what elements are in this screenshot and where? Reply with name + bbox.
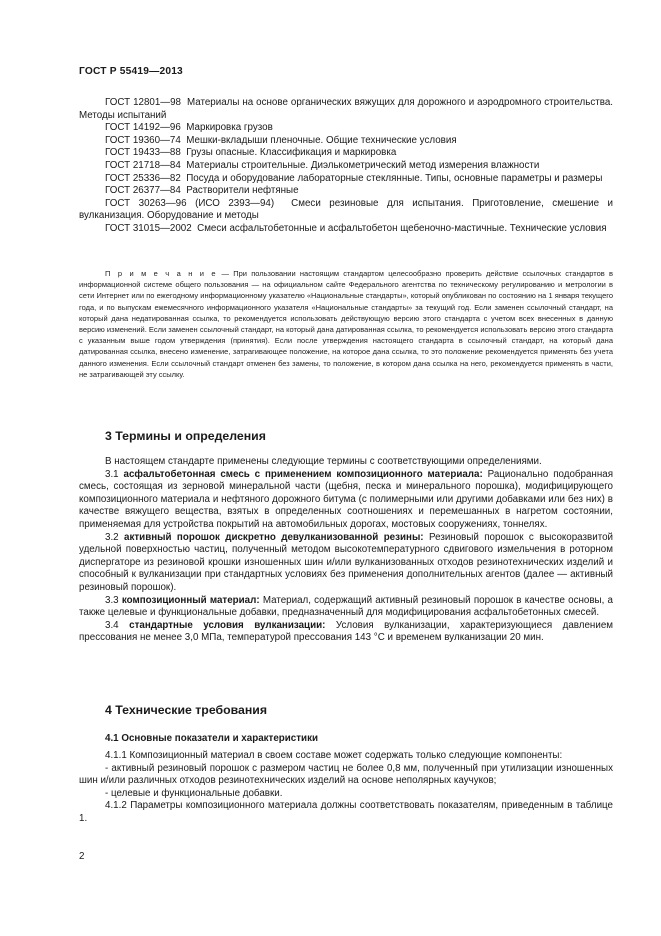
section-4-title: 4 Технические требования <box>105 703 267 717</box>
reference-text: Маркировка грузов <box>186 122 273 134</box>
reference-code: ГОСТ 26377—84 <box>105 185 181 197</box>
reference-text: Материалы на основе органических вяжущих для дорожного и аэродромного строительства. Методы испытаний <box>79 97 613 121</box>
reference-item <box>79 97 613 122</box>
term-3-1: 3.1 асфальтобетонная смесь с применением композиционного материала: Рационально подобранная смесь, состоящая из зерновой минеральной части (щебня, песка и минерального порошка), модифицирующего композиционного материала и нефтяного дорожного битума (с полимерными или другими добавками или без них) в качестве вяжущего вещества, взятых в определенных соотношениях и перемешанных в нагретом состоянии, применяемая для устройства покрытий на автомобильных дорогах, мостовых сооружениях, тоннелях. <box>79 468 613 530</box>
paragraph-4-1-1: 4.1.1 Композиционный материал в своем составе может содержать только следующие компоненты: <box>105 750 563 761</box>
reference-item <box>79 173 613 186</box>
subsection-4-1-title: 4.1 Основные показатели и характеристики <box>105 733 318 744</box>
reference-item <box>79 122 613 135</box>
note-block <box>79 268 613 380</box>
reference-item <box>79 223 613 236</box>
section-4-body <box>79 750 613 826</box>
reference-text: Посуда и оборудование лабораторные стеклянные. Типы, основные параметры и размеры <box>186 172 603 184</box>
reference-code: ГОСТ 31015—2002 <box>105 222 192 234</box>
reference-text: Грузы опасные. Классификация и маркировка <box>186 147 397 159</box>
term-name: композиционный материал: <box>121 594 260 606</box>
section-3-intro: В настоящем стандарте применены следующие термины с соответствующими определениями. <box>105 456 542 467</box>
section-4 <box>79 703 613 717</box>
section-3-title: 3 Термины и определения <box>105 429 266 443</box>
reference-text: Мешки-вкладыши пленочные. Общие технические условия <box>186 134 457 146</box>
reference-text: Материалы строительные. Диэлькометрический метод измерения влажности <box>186 159 540 171</box>
term-definition: Резиновый порошок с высокоразвитой удельной поверхностью частиц, полученный методом высокотемпературного сдвигового измельчения в роторном диспергаторе из резиновой крошки изношенных шин и/или вулканизованных отходов резинотехнических изделий и способный к вулканизации при стандартных условиях без применения дополнительных агентов (далее — активный резиновый порошок). <box>79 531 613 593</box>
reference-item <box>79 198 613 223</box>
section-3-body <box>79 456 613 645</box>
reference-code: ГОСТ 19433—88 <box>105 147 181 159</box>
section-3 <box>79 429 613 443</box>
note-text: — При пользовании настоящим стандартом целесообразно проверить действие ссылочных стандартов в информационной системе общего пользования — на официальном сайте Федерального агентства по техническому регулированию и метрологии в сети Интернет или по ежегодному информационному указателю «Национальные стандарты», который опубликован по состоянию на 1 января текущего года, и по выпускам ежемесячного информационного указателя «Национальные стандарты» за текущий год. Если заменен ссылочный стандарт, на который дана недатированная ссылка, то рекомендуется использовать действующую версию этого стандарта с учетом всех внесенных в данную версию изменений. Если заменен ссылочный стандарт, на который дана датированная ссылка, то рекомендуется использовать версию этого стандарта с указанным выше годом утверждения (принятия). Если после утверждения настоящего стандарта в ссылочный стандарт, на который дана датированная ссылка, внесено изменение, затрагивающее положение, на которое дана ссылка, то это положение рекомендуется применять без учета данного изменения. Если ссылочный стандарт отменен без замены, то положение, в котором дана ссылка на него, рекомендуется применять в части, не затрагивающей эту ссылку. <box>79 269 613 379</box>
reference-code: ГОСТ 21718—84 <box>105 159 181 171</box>
term-name: асфальтобетонная смесь с применением композиционного материала: <box>123 468 483 480</box>
reference-item <box>79 160 613 173</box>
reference-code: ГОСТ 14192—96 <box>105 122 181 134</box>
term-definition: Условия вулканизации, характеризующиеся давлением прессования не менее 3,0 МПа, температурой прессования 143 °С и временем вулканизации 20 мин. <box>79 619 613 644</box>
reference-text: Смеси резиновые для испытания. Приготовление, смешение и вулканизация. Оборудование и методы <box>79 197 614 222</box>
bullet-item: - активный резиновый порошок с размером частиц не более 0,8 мм, полученный при утилизации изношенных шин и/или различных отходов резинотехнических изделий на основе неполярных каучуков; <box>79 762 613 787</box>
term-3-3: 3.3 композиционный материал: Материал, содержащий активный резиновый порошок в качестве основы, а также целевые и функциональные добавки, предназначенный для модифицирования асфальтобетонных смесей. <box>79 594 613 619</box>
term-name: активный порошок дискретно девулканизованной резины: <box>124 531 424 543</box>
reference-text: Растворители нефтяные <box>186 185 299 197</box>
reference-code: ГОСТ 25336—82 <box>105 172 181 184</box>
document-header: ГОСТ Р 55419—2013 <box>79 66 183 77</box>
page-number: 2 <box>79 851 85 862</box>
reference-item <box>79 147 613 160</box>
references-list <box>79 97 613 236</box>
paragraph-4-1-2: 4.1.2 Параметры композиционного материала должны соответствовать показателям, приведенным в таблице 1. <box>79 800 613 824</box>
reference-item <box>79 185 613 198</box>
reference-text: Смеси асфальтобетонные и асфальтобетон щебеночно-мастичные. Технические условия <box>197 222 607 234</box>
term-name: стандартные условия вулканизации: <box>129 619 326 631</box>
bullet-item: - целевые и функциональные добавки. <box>105 787 283 799</box>
term-definition: Рационально подобранная смесь, состоящая из зерновой минеральной части (щебня, песка и минерального порошка), модифицирующего композиционного материала и нефтяного дорожного битума (с полимерными или другими добавками или без них) в качестве вяжущего вещества, взятых в определенных соотношениях и перемешанных в нагретом состоянии, применяемая для устройства покрытий на автомобильных дорогах, мостовых сооружениях, тоннелях. <box>79 468 613 530</box>
note-label: П р и м е ч а н и е <box>105 269 218 278</box>
reference-code: ГОСТ 12801—98 <box>105 97 182 108</box>
term-3-4: 3.4 стандартные условия вулканизации: Условия вулканизации, характеризующиеся давлением прессования не менее 3,0 МПа, температурой прессования 143 °С и временем вулканизации 20 мин. <box>79 619 613 644</box>
reference-item <box>79 135 613 148</box>
reference-code: ГОСТ 19360—74 <box>105 134 181 146</box>
term-definition: Материал, содержащий активный резиновый порошок в качестве основы, а также целевые и функциональные добавки, предназначенный для модифицирования асфальтобетонных смесей. <box>79 594 613 619</box>
term-3-2: 3.2 активный порошок дискретно девулканизованной резины: Резиновый порошок с высокоразвитой удельной поверхностью частиц, полученный методом высокотемпературного сдвигового измельчения в роторном диспергаторе из резиновой крошки изношенных шин и/или вулканизованных отходов резинотехнических изделий и способный к вулканизации при стандартных условиях без применения дополнительных агентов (далее — активный резиновый порошок). <box>79 531 613 593</box>
section-4-sub <box>79 733 613 744</box>
reference-code: ГОСТ 30263—96 (ИСО 2393—94) <box>105 197 275 209</box>
